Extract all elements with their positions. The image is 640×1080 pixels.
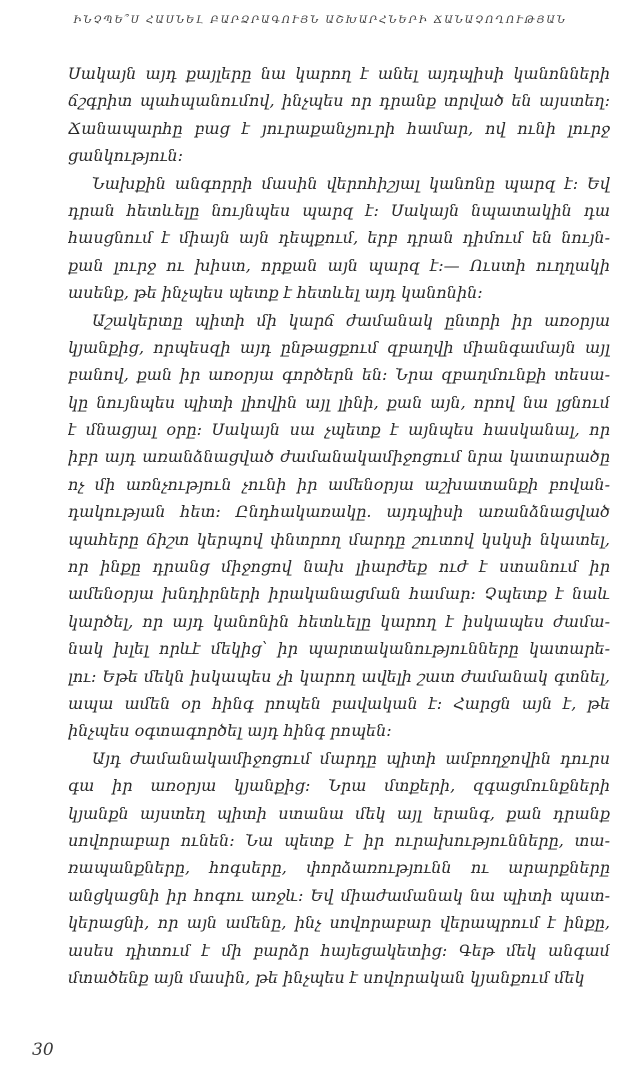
text-line: ռապանքները, հոգսերը, փորձառությունն ու արարքները xyxy=(68,858,610,878)
text-line: Ճանապարհը բաց է յուրաքանչյուրի համար, ով ունի լուրջ xyxy=(68,118,610,138)
text-line: Նախքին անգորրի մասին վերոհիշյալ կանոնը պարզ է: Եվ xyxy=(92,173,610,193)
text-line: դրան հետևելը նույնպես պարզ է: Սակայն նպատակին դա xyxy=(68,200,610,220)
text-line: Աշակերտը պիտի մի կարճ ժամանակ ընտրի իր առօրյա xyxy=(92,310,610,330)
text-line: նակ խլել որևէ մեկից՝ իր պարտականությունները կատարե- xyxy=(68,639,610,659)
paragraph xyxy=(68,170,610,307)
text-line: որ ինքը դրանց միջոցով նախ լիարժեք ուժ է ստանում իր xyxy=(68,557,610,577)
text-line: դակության հետ: Ընդհակառակը. այդպիսի առանձնացված xyxy=(68,502,610,522)
text-line: լու: Եթե մեկն իսկապես չի կարող ավելի շատ ժամանակ գտնել, xyxy=(68,666,610,686)
text-line: բանով, քան իր առօրյա գործերն են: Նրա զբաղմունքի տեսա- xyxy=(68,365,610,385)
text-line: ասես դիտում է մի բարձր հայեցակետից: Գեթ մեկ անգամ xyxy=(68,940,610,960)
text-line: Այդ ժամանակամիջոցում մարդը պիտի ամբողջովին դուրս xyxy=(92,748,610,768)
text-line: սովորաբար ունեն: Նա պետք է իր ուրախությունները, տա- xyxy=(68,830,610,850)
text-line: քան լուրջ ու խիստ, որքան այն պարզ է:— Ուստի ուղղակի xyxy=(68,255,610,275)
text-line: կարծել, որ այդ կանոնին հետևելը կարող է իսկապես ժամա- xyxy=(68,611,610,631)
text-line: Սակայն այդ քայլերը նա կարող է անել այդպիսի կանոնների xyxy=(68,64,610,83)
text-line: անցկացնի իր հոգու առջև: Եվ միաժամանակ նա պիտի պատ- xyxy=(68,885,610,905)
text-line: գա իր առօրյա կյանքից: Նրա մտքերի, զգացմունքների xyxy=(68,776,610,796)
text-line: ճշգրիտ պահպանումով, ինչպես որ դրանք տրված են այստեղ: xyxy=(68,91,610,111)
text-line: իբր այդ առանձնացված ժամանակամիջոցում նրա կատարածը xyxy=(68,447,610,467)
text-line: ցանկություն: xyxy=(68,146,184,166)
paragraph xyxy=(68,60,610,170)
text-line: ապա ամեն օր հինգ րոպեն բավական է: Հարցն այն է, թե xyxy=(68,693,610,713)
paragraph xyxy=(68,745,610,992)
running-header: ԻՆՉՊԵ՞Ս ՀԱՍՆԵԼ ԲԱՐՁՐԱԳՈՒՅՆ ԱՇԽԱՐՀՆԵՐԻ ՃԱՆԱՉՈՂՈՒԹՅԱՆ xyxy=(73,14,567,26)
text-line: ինչպես օգտագործել այդ հինգ րոպեն: xyxy=(68,721,392,741)
text-line: ոչ մի առնչություն չունի իր ամենօրյա աշխատանքի բովան- xyxy=(68,474,610,494)
text-line: կյանքից, որպեսզի այդ ընթացքում զբաղվի միանգամայն այլ xyxy=(68,337,610,357)
text-line: է մնացյալ օրը: Սակայն սա չպետք է այնպես հասկանալ, որ xyxy=(68,420,610,440)
page-number: 30 xyxy=(32,1040,54,1060)
text-line: ասենք, թե ինչպես պետք է հետևել այդ կանոնին: xyxy=(68,283,483,303)
text-line: մտածենք այն մասին, թե ինչպես է սովորական կյանքում մեկ xyxy=(68,967,585,987)
text-line: կը նույնպես պիտի լիովին այլ լինի, քան այն, որով նա լցնում xyxy=(68,392,610,412)
text-line: կյանքն այստեղ պիտի ստանա մեկ այլ երանգ, քան դրանք xyxy=(68,803,610,823)
text-line: պահերը ճիշտ կերպով փնտրող մարդը շուտով կսկսի նկատել, xyxy=(68,529,610,549)
body-text xyxy=(68,60,610,991)
text-line: հասցնում է միայն այն դեպքում, երբ դրան դիմում են նույն- xyxy=(68,228,610,248)
paragraph xyxy=(68,307,610,745)
text-line: ամենօրյա խնդիրների իրականացման համար: Չպետք է նաև xyxy=(68,584,610,604)
text-line: կերացնի, որ այն ամենը, ինչ սովորաբար վերապրում է ինքը, xyxy=(68,913,610,933)
